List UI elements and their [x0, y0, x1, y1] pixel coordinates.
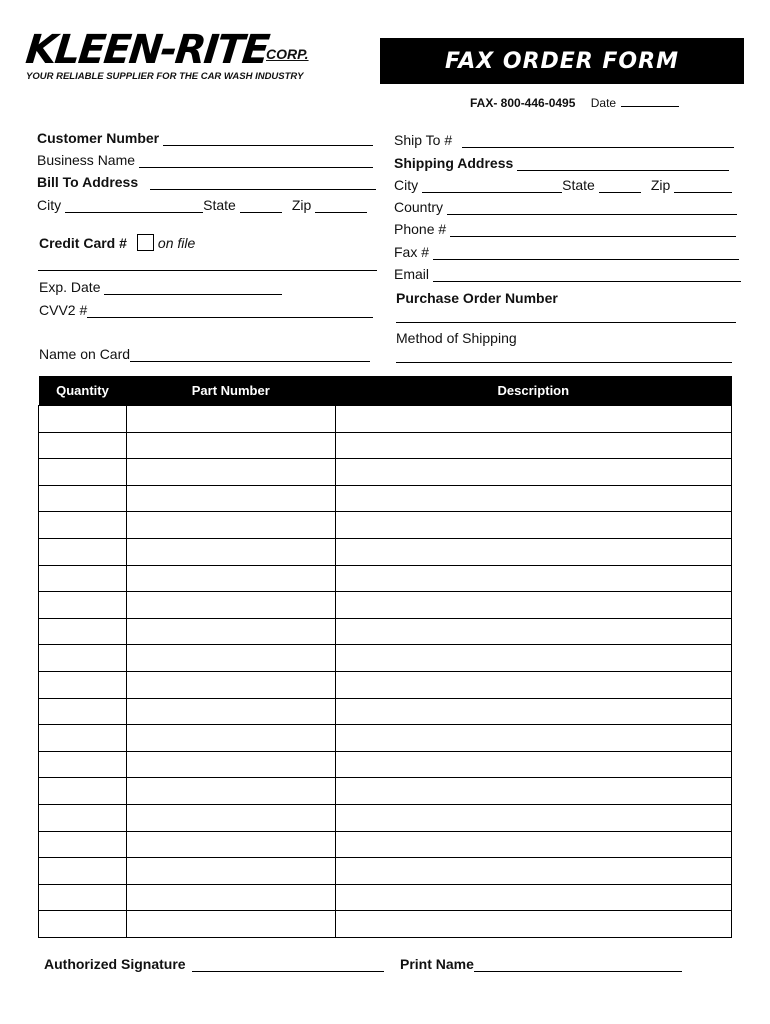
description-cell[interactable] — [335, 538, 731, 565]
method-of-shipping-label: Method of Shipping — [396, 330, 517, 346]
quantity-cell[interactable] — [39, 432, 127, 459]
part-number-cell[interactable] — [126, 911, 335, 938]
description-cell[interactable] — [335, 751, 731, 778]
fax-field[interactable] — [433, 245, 739, 260]
description-cell[interactable] — [335, 831, 731, 858]
quantity-cell[interactable] — [39, 538, 127, 565]
logo-tagline: YOUR RELIABLE SUPPLIER FOR THE CAR WASH INDUSTRY — [26, 71, 304, 82]
description-cell[interactable] — [335, 406, 731, 433]
quantity-cell[interactable] — [39, 804, 127, 831]
table-row — [39, 725, 732, 752]
bill-city-label: City — [37, 197, 62, 213]
print-name-label: Print Name — [400, 956, 474, 972]
table-row — [39, 858, 732, 885]
form-title-banner — [380, 38, 744, 84]
table-row — [39, 485, 732, 512]
part-number-cell[interactable] — [126, 858, 335, 885]
shipping-address-field[interactable] — [517, 156, 729, 171]
quantity-cell[interactable] — [39, 592, 127, 619]
fax-row — [394, 242, 739, 260]
part-number-cell[interactable] — [126, 592, 335, 619]
purchase-order-row — [396, 288, 558, 306]
print-name-field[interactable] — [474, 957, 682, 972]
table-row — [39, 884, 732, 911]
description-cell[interactable] — [335, 432, 731, 459]
print-name-row — [400, 956, 682, 972]
table-header-row — [39, 376, 732, 406]
credit-card-row — [39, 233, 195, 251]
country-field[interactable] — [447, 200, 737, 215]
quantity-cell[interactable] — [39, 911, 127, 938]
quantity-cell[interactable] — [39, 858, 127, 885]
ship-to-row — [394, 130, 734, 148]
exp-date-label: Exp. Date — [39, 279, 101, 295]
bill-zip-label: Zip — [291, 197, 312, 213]
ship-state-field[interactable] — [599, 178, 641, 193]
table-row — [39, 751, 732, 778]
exp-date-field[interactable] — [104, 280, 282, 295]
quantity-cell[interactable] — [39, 406, 127, 433]
fax-label: Fax # — [394, 244, 430, 260]
on-file-label: on file — [157, 235, 196, 251]
description-cell[interactable] — [335, 725, 731, 752]
column-header-description: Description — [335, 376, 731, 406]
table-row — [39, 618, 732, 645]
table-row — [39, 698, 732, 725]
quantity-cell[interactable] — [39, 831, 127, 858]
quantity-cell[interactable] — [39, 459, 127, 486]
ship-to-field[interactable] — [462, 133, 734, 148]
authorized-signature-label: Authorized Signature — [44, 956, 186, 972]
part-number-cell[interactable] — [126, 618, 335, 645]
credit-card-field[interactable] — [38, 256, 377, 271]
part-number-cell[interactable] — [126, 565, 335, 592]
exp-date-row — [39, 277, 282, 295]
email-row — [394, 264, 741, 282]
form-title: FAX ORDER FORM — [445, 48, 679, 74]
name-on-card-field[interactable] — [130, 347, 370, 362]
quantity-cell[interactable] — [39, 778, 127, 805]
order-items-table — [38, 376, 732, 938]
table-row — [39, 538, 732, 565]
quantity-cell[interactable] — [39, 671, 127, 698]
description-cell[interactable] — [335, 459, 731, 486]
description-cell[interactable] — [335, 592, 731, 619]
quantity-cell[interactable] — [39, 512, 127, 539]
purchase-order-field[interactable] — [396, 308, 736, 323]
name-on-card-row — [39, 344, 370, 362]
bill-to-address-row — [37, 172, 376, 190]
part-number-cell[interactable] — [126, 698, 335, 725]
part-number-cell[interactable] — [126, 778, 335, 805]
table-row — [39, 406, 732, 433]
quantity-cell[interactable] — [39, 751, 127, 778]
logo-wordmark: KLEEN-RITE — [23, 27, 270, 73]
description-cell[interactable] — [335, 911, 731, 938]
phone-field[interactable] — [450, 222, 736, 237]
part-number-cell[interactable] — [126, 671, 335, 698]
ship-city-label: City — [394, 177, 419, 193]
quantity-cell[interactable] — [39, 645, 127, 672]
cvv2-label: CVV2 # — [39, 302, 88, 318]
part-number-cell[interactable] — [126, 831, 335, 858]
quantity-cell[interactable] — [39, 618, 127, 645]
description-cell[interactable] — [335, 645, 731, 672]
part-number-cell[interactable] — [126, 804, 335, 831]
date-label: Date — [590, 96, 617, 110]
table-row — [39, 778, 732, 805]
customer-number-label: Customer Number — [37, 130, 160, 146]
description-cell[interactable] — [335, 698, 731, 725]
credit-card-label: Credit Card # — [39, 235, 127, 251]
quantity-cell[interactable] — [39, 565, 127, 592]
part-number-cell[interactable] — [126, 432, 335, 459]
bill-to-address-field[interactable] — [150, 175, 376, 190]
shipping-address-label: Shipping Address — [394, 155, 514, 171]
description-cell[interactable] — [335, 618, 731, 645]
description-cell[interactable] — [335, 671, 731, 698]
table-row — [39, 671, 732, 698]
business-name-field[interactable] — [139, 153, 373, 168]
phone-label: Phone # — [394, 221, 447, 237]
bill-state-label: State — [203, 197, 236, 213]
method-of-shipping-field[interactable] — [396, 348, 732, 363]
cvv2-field[interactable] — [87, 303, 373, 318]
quantity-cell[interactable] — [39, 485, 127, 512]
fax-number: FAX- 800-446-0495 — [470, 96, 576, 110]
part-number-cell[interactable] — [126, 884, 335, 911]
table-row — [39, 911, 732, 938]
ship-city-field[interactable] — [422, 178, 562, 193]
name-on-card-label: Name on Card — [39, 346, 131, 362]
table-row — [39, 459, 732, 486]
column-header-quantity: Quantity — [39, 376, 127, 406]
business-name-row — [37, 150, 373, 168]
description-cell[interactable] — [335, 858, 731, 885]
part-number-cell[interactable] — [126, 406, 335, 433]
table-row — [39, 512, 732, 539]
ship-city-row — [394, 175, 732, 193]
bill-to-address-label: Bill To Address — [37, 174, 139, 190]
country-label: Country — [394, 199, 444, 215]
table-row — [39, 592, 732, 619]
phone-row — [394, 219, 736, 237]
logo-corp: CORP. — [266, 46, 309, 62]
part-number-cell[interactable] — [126, 485, 335, 512]
quantity-cell[interactable] — [39, 884, 127, 911]
table-row — [39, 565, 732, 592]
description-cell[interactable] — [335, 778, 731, 805]
description-cell[interactable] — [335, 485, 731, 512]
ship-state-label: State — [562, 177, 595, 193]
description-cell[interactable] — [335, 804, 731, 831]
description-cell[interactable] — [335, 884, 731, 911]
description-cell[interactable] — [335, 512, 731, 539]
table-row — [39, 831, 732, 858]
bill-zip-field[interactable] — [315, 198, 367, 213]
part-number-cell[interactable] — [126, 645, 335, 672]
table-row — [39, 432, 732, 459]
bill-city-row — [37, 195, 367, 213]
authorized-signature-field[interactable] — [192, 957, 384, 972]
part-number-cell[interactable] — [126, 751, 335, 778]
date-field[interactable] — [621, 96, 679, 107]
column-header-part-number: Part Number — [126, 376, 335, 406]
country-row — [394, 197, 737, 215]
email-field[interactable] — [433, 267, 741, 282]
ship-to-label: Ship To # — [394, 132, 453, 148]
part-number-cell[interactable] — [126, 725, 335, 752]
on-file-checkbox[interactable] — [137, 234, 154, 251]
customer-number-row — [37, 128, 373, 146]
table-row — [39, 804, 732, 831]
bill-state-field[interactable] — [240, 198, 282, 213]
cvv2-row — [39, 300, 373, 318]
shipping-address-row — [394, 153, 729, 171]
authorized-signature-row — [44, 956, 384, 972]
customer-number-field[interactable] — [163, 131, 373, 146]
fax-date-line — [470, 96, 679, 110]
description-cell[interactable] — [335, 565, 731, 592]
ship-zip-field[interactable] — [674, 178, 732, 193]
part-number-cell[interactable] — [126, 538, 335, 565]
table-row — [39, 645, 732, 672]
part-number-cell[interactable] — [126, 459, 335, 486]
ship-zip-label: Zip — [650, 177, 671, 193]
part-number-cell[interactable] — [126, 512, 335, 539]
company-logo — [23, 27, 326, 86]
business-name-label: Business Name — [37, 152, 136, 168]
purchase-order-label: Purchase Order Number — [396, 290, 558, 306]
table-body — [39, 406, 732, 938]
quantity-cell[interactable] — [39, 725, 127, 752]
email-label: Email — [394, 266, 430, 282]
bill-city-field[interactable] — [65, 198, 203, 213]
quantity-cell[interactable] — [39, 698, 127, 725]
method-of-shipping-row — [396, 328, 517, 346]
